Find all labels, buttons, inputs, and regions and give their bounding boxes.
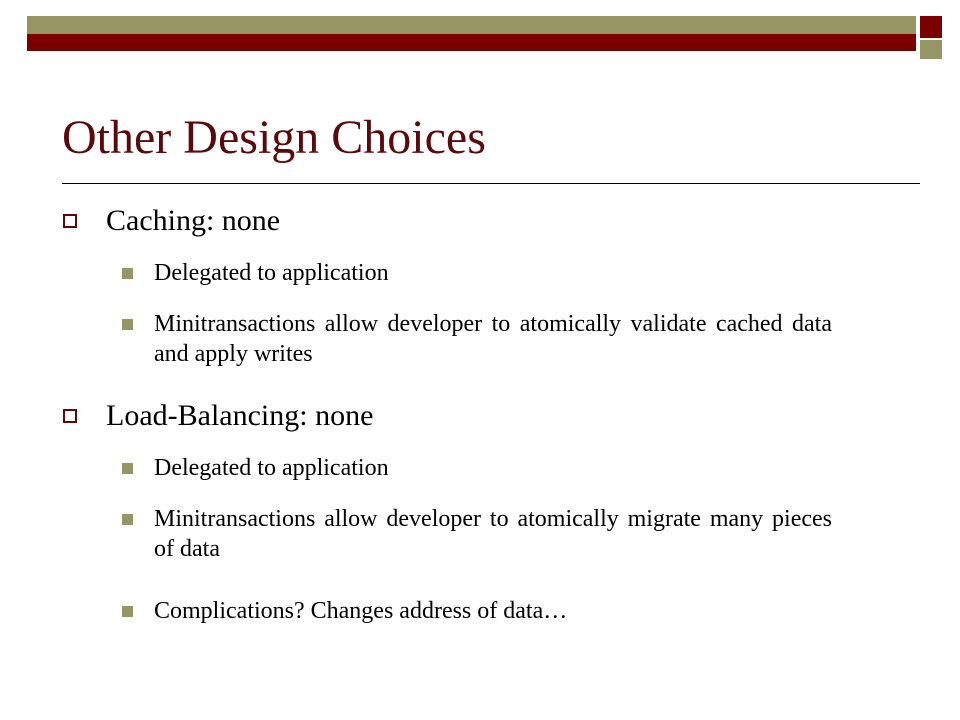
sub-bullet xyxy=(122,504,832,564)
hollow-square-bullet-icon xyxy=(63,214,77,228)
bullet-heading: Load-Balancing: none xyxy=(106,399,374,432)
bullet-heading: Caching: none xyxy=(106,204,281,237)
sub-bullet-text: Delegated to application xyxy=(154,455,389,481)
square-bullet-icon xyxy=(122,268,133,279)
hollow-square-bullet-icon xyxy=(63,409,77,423)
square-bullet-icon xyxy=(122,463,133,474)
square-bullet-icon xyxy=(122,514,133,525)
sub-bullet-text: Delegated to application xyxy=(154,260,389,286)
sub-bullet xyxy=(122,596,832,626)
sub-bullet-text: Minitransactions allow developer to atomically migrate many pieces of data xyxy=(154,506,832,562)
sub-bullet xyxy=(122,453,832,483)
square-bullet-icon xyxy=(122,606,133,617)
sub-bullet-text: Complications? Changes address of data… xyxy=(154,598,568,624)
sub-bullet-text: Minitransactions allow developer to atomically validate cached data and apply writes xyxy=(154,311,832,367)
slide-title: Other Design Choices xyxy=(62,111,486,164)
sub-bullet xyxy=(122,258,832,288)
square-bullet-icon xyxy=(122,319,133,330)
sub-bullet xyxy=(122,309,832,369)
